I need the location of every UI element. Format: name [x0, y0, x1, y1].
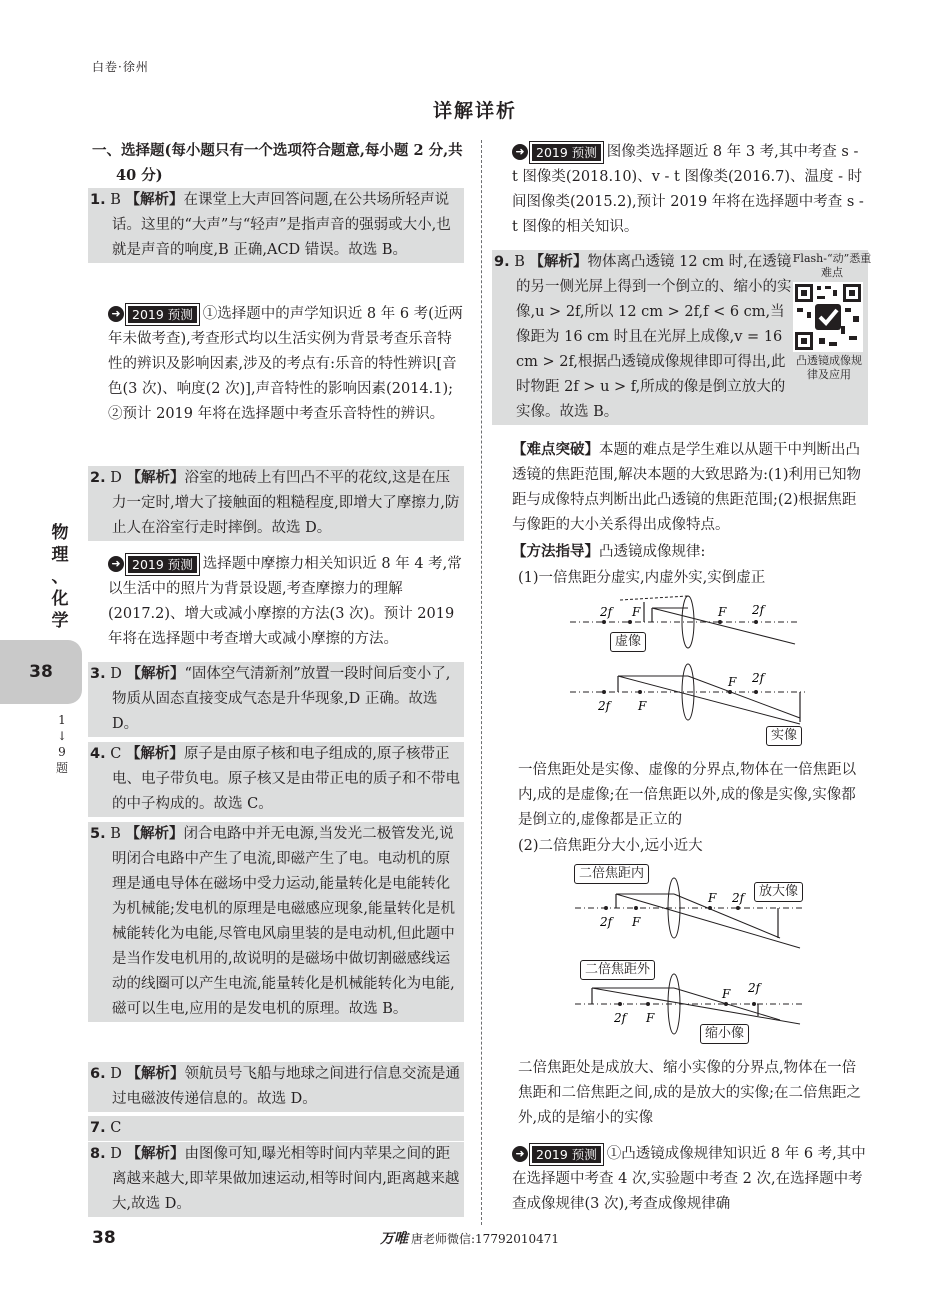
answer-q2: 2. D 【解析】浴室的地砖上有凹凸不平的花纹,这是在压力一定时,增大了接触面的粗糙程度,即增大了摩擦力,防止人在浴室行走时摔倒。故选 D。 — [88, 466, 464, 541]
arrow-right-icon: ➜ — [108, 556, 124, 572]
method-guide: 【方法指导】凸透镜成像规律: — [512, 544, 706, 560]
subject-char: 学 — [51, 611, 69, 631]
prediction-2: ➜ 2019 预测 选择题中摩擦力相关知识近 8 年 4 考,常以生活中的照片为背景设题,考查摩擦力的理解(2017.2)、增大或减小摩擦的方法(3 次)。预计 2019 年将在选择题中考查增大或减小摩擦的方法。 — [108, 556, 462, 647]
lens-diagram-virtual-real — [560, 594, 860, 756]
difficulty-breakthrough: 【难点突破】本题的难点是学生难以从题干中判断出凸透镜的焦距范围,解决本题的大致思路为:(1)利用已知物距与成像特点判断出此凸透镜的焦距范围;(2)根据焦距与像距的大小关系得出成像特点。 — [512, 442, 862, 533]
header-tag: 白卷·徐州 — [92, 60, 149, 74]
label-real-image: 实像 — [766, 726, 802, 746]
subject-char: 理 — [51, 545, 69, 565]
sidebar-range — [42, 712, 82, 776]
label-reduced-image: 缩小像 — [700, 1024, 749, 1044]
answer-q3: 3. D 【解析】“固体空气清新剂”放置一段时间后变小了,物质从固态直接变成气态是升华现象,D 正确。故选 D。 — [88, 662, 464, 737]
rule-2-description: 二倍焦距处是成放大、缩小实像的分界点,物体在一倍焦距和二倍焦距之间,成的是放大的实像;在二倍焦距之外,成的是缩小的实像 — [518, 1060, 861, 1126]
rule-1-description: 一倍焦距处是实像、虚像的分界点,物体在一倍焦距以内,成的是虚像;在一倍焦距以外,成的像是实像,实像都是倒立的,虚像都是正立的 — [518, 762, 857, 828]
answer-q6: 6. D 【解析】领航员号飞船与地球之间进行信息交流是通过电磁波传递信息的。故选 D。 — [88, 1062, 464, 1112]
answer-q8: 8. D 【解析】由图像可知,曝光相等时间内苹果之间的距离越来越大,即苹果做加速运动,相等时间内,距离越来越大,故选 D。 — [88, 1142, 464, 1217]
answer-q5: 5. B 【解析】闭合电路中并无电源,当发光二极管发光,说明闭合电路中产生了电流,即磁产生了电。电动机的原理是通电导体在磁场中受力运动,能量转化是电能转化为机械能;发电机的原理是电磁感应现象,能量转化是机械能转化为电能,尽管电风扇里装的是电动机,但此题中是当作发电机用的,故说明的是磁场中做切割磁感线运动的线圈可以产生电流,能量转化是机械能转化为电能,磁可以生电,应用的是发电机的原理。故选 B。 — [88, 822, 464, 1022]
svg-text:2f: 2f — [752, 671, 765, 685]
rule-2: (2)二倍焦距分大小,远小近大 — [518, 838, 703, 854]
svg-text:2f: 2f — [748, 981, 761, 995]
footer-page-number: 38 — [92, 1228, 116, 1248]
answer-q4: 4. C 【解析】原子是由原子核和电子组成的,原子核带正电、电子带负电。原子核又是由带正电的质子和不带电的中子构成的。故选 C。 — [88, 742, 464, 817]
range-char: ↓ — [56, 729, 68, 743]
prediction-9: ➜ 2019 预测 ①凸透镜成像规律知识近 8 年 6 考,其中在选择题中考查 4 次,实验题中考查 2 次,在选择题中考查成像规律(3 次),考查成像规律确 — [512, 1146, 866, 1212]
prediction-badge: ➜ 2019 预测 — [108, 556, 197, 573]
prediction-badge: ➜ 2019 预测 — [108, 306, 197, 323]
prediction-1: ➜ 2019 预测 ①选择题中的声学知识近 8 年 6 考(近两年未做考查),考查形式均以生活实例为背景考查乐音特性的辨识及影响因素,涉及的考点有:乐音的特性辨识[音色(3 次)、响度(2 次)],声音特性的影响因素(2014.1); ②预计 2019 年将在选择题中考查乐音特性的辨识。 — [108, 306, 463, 422]
footer-contact — [380, 1228, 559, 1248]
prediction-badge: ➜ 2019 预测 — [512, 144, 601, 161]
svg-text:F: F — [632, 605, 641, 619]
contact-text: 唐老师微信:17792010471 — [411, 1232, 560, 1246]
section-heading: 一、选择题(每小题只有一个选项符合题意,每小题 2 分,共 40 分) — [92, 142, 463, 184]
arrow-right-icon: ➜ — [512, 1146, 528, 1162]
sidebar-page-tab — [0, 640, 82, 704]
prediction-badge: ➜ 2019 预测 — [512, 1146, 601, 1163]
range-char: 题 — [55, 761, 68, 775]
qr-caption-bottom: 凸透镜成像规律及应用 — [796, 354, 862, 381]
lens-diagram-enlarged-reduced — [570, 862, 860, 1048]
svg-text:2f: 2f — [600, 605, 613, 619]
label-virtual-image: 虚像 — [610, 632, 646, 652]
column-divider — [481, 140, 482, 1225]
rule-1: (1)一倍焦距分虚实,内虚外实,实倒虚正 — [518, 570, 766, 586]
range-char: 1 — [58, 713, 66, 727]
svg-text:F: F — [728, 675, 737, 689]
range-char: 9 — [58, 745, 66, 759]
subject-char: 化 — [51, 589, 69, 609]
svg-text:F: F — [708, 891, 717, 905]
arrow-right-icon: ➜ — [108, 306, 124, 322]
svg-text:2f: 2f — [600, 915, 613, 929]
svg-text:2f: 2f — [598, 699, 611, 713]
subject-char: 物 — [51, 523, 69, 543]
brand-logo: 万唯 — [380, 1231, 408, 1247]
label-inside-2f: 二倍焦距内 — [574, 864, 649, 884]
sidebar-page-number: 38 — [29, 662, 53, 682]
svg-text:F: F — [638, 699, 647, 713]
label-outside-2f: 二倍焦距外 — [580, 960, 655, 980]
qr-code-icon[interactable] — [793, 282, 863, 352]
arrow-right-icon: ➜ — [512, 144, 528, 160]
page-title: 详解详析 — [432, 100, 517, 122]
svg-text:2f: 2f — [732, 891, 745, 905]
subject-char: 、 — [51, 567, 69, 587]
svg-text:F: F — [632, 915, 641, 929]
svg-text:F: F — [646, 1011, 655, 1025]
qr-caption-top: Flash-“动”悉重难点 — [792, 252, 872, 279]
svg-text:2f: 2f — [752, 603, 765, 617]
answer-q7: 7. C — [88, 1116, 464, 1141]
svg-text:F: F — [722, 987, 731, 1001]
sidebar-subject — [40, 522, 80, 632]
answer-q1: 1. B 【解析】在课堂上大声回答问题,在公共场所轻声说话。这里的“大声”与“轻声”是指声音的强弱或大小,也就是声音的响度,B 正确,ACD 错误。故选 B。 — [88, 188, 464, 263]
svg-text:F: F — [718, 605, 727, 619]
prediction-8: ➜ 2019 预测 图像类选择题近 8 年 3 考,其中考查 s - t 图像类(2018.10)、v - t 图像类(2016.7)、温度 - 时间图像类(2015.2),预计 2019 年将在选择题中考查 s - t 图像的相关知识。 — [512, 144, 864, 235]
answer-q9: 9. B 【解析】物体离凸透镜 12 cm 时,在透镜的另一侧光屏上得到一个倒立的、缩小的实像,u > 2f,所以 12 cm > 2f,f < 6 cm,当像距为 16 cm 时且在光屏上成像,v = 16 cm > 2f,根据凸透镜成像规律即可得出,此时物距 2f > u > f,所成的像是倒立放大的实像。故选 B。 — [492, 250, 868, 425]
svg-text:2f: 2f — [614, 1011, 627, 1025]
label-enlarged-image: 放大像 — [754, 882, 803, 902]
